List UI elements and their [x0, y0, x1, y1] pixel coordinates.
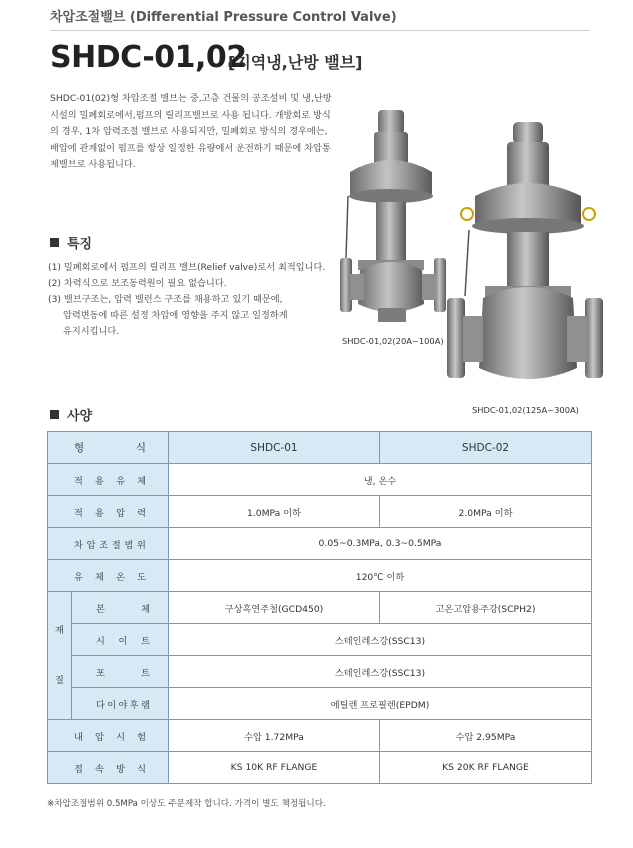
page-title: SHDC-01,02: [50, 40, 247, 75]
table-row: [48, 592, 592, 624]
conn-label: 접 속 방 식: [48, 752, 169, 784]
seat-value: 스테인레스강(SSC13): [169, 624, 592, 656]
diaphragm-label: 다 이 야 후 램: [72, 688, 169, 720]
feature-item: (3) 밸브구조는, 압력 밸런스 구조를 채용하고 있기 때문에,: [48, 294, 283, 305]
spec-table: [47, 431, 592, 784]
diaphragm-value: 에틸렌 프로필렌(EPDM): [169, 688, 592, 720]
header-divider: [50, 30, 590, 31]
range-label: 차 압 조 절 범 위: [48, 528, 169, 560]
valve-large-image: [445, 120, 605, 400]
table-row: [48, 560, 592, 592]
spec-heading: [50, 405, 92, 424]
test-value-02: 수압 2.95MPa: [380, 720, 592, 752]
table-row: [48, 528, 592, 560]
bullet-square-icon: [50, 410, 59, 419]
body-value-02: 고온고압용주강(SCPH2): [380, 592, 592, 624]
pressure-label: 적 용 압 력: [48, 496, 169, 528]
footnote: ※차압조절범위 0.5MPa 이상도 주문제작 합니다. 가격이 별도 책정됩니다.: [47, 799, 326, 809]
bullet-square-icon: [50, 238, 59, 247]
conn-value-01: KS 10K RF FLANGE: [169, 752, 380, 784]
col-shdc02-header: SHDC-02: [380, 432, 592, 464]
table-row: [48, 688, 592, 720]
valve-small-image: [338, 108, 450, 334]
table-row: [48, 432, 592, 464]
col-shdc01-header: SHDC-01: [169, 432, 380, 464]
table-row: [48, 720, 592, 752]
test-label: 내 압 시 험: [48, 720, 169, 752]
table-row: [48, 752, 592, 784]
temp-label: 유 체 온 도: [48, 560, 169, 592]
type-label: 형 식: [48, 432, 169, 464]
conn-value-02: KS 20K RF FLANGE: [380, 752, 592, 784]
breadcrumb: 차압조절밸브 (Differential Pressure Control Valve): [50, 10, 397, 25]
range-value: 0.05~0.3MPa, 0.3~0.5MPa: [169, 528, 592, 560]
table-row: [48, 656, 592, 688]
fluid-value: 냉, 온수: [169, 464, 592, 496]
table-row: [48, 496, 592, 528]
feature-item: 압력변동에 따른 설정 차압에 영향을 주지 않고 일정하게: [63, 310, 288, 321]
port-label: 포 트: [72, 656, 169, 688]
fluid-label: 적 용 유 체: [48, 464, 169, 496]
material-label: 재 질: [48, 592, 72, 720]
pressure-value-02: 2.0MPa 이하: [380, 496, 592, 528]
port-value: 스테인레스강(SSC13): [169, 656, 592, 688]
table-row: [48, 464, 592, 496]
features-list: [48, 260, 338, 340]
seat-label: 시 이 트: [72, 624, 169, 656]
features-heading: [50, 233, 92, 252]
valve-small-caption: SHDC-01,02(20A~100A): [342, 336, 444, 346]
valve-large-caption: SHDC-01,02(125A~300A): [472, 405, 579, 415]
feature-item: (1) 밀폐회로에서 펌프의 릴리프 밸브(Relief valve)로서 최적입니다.: [48, 262, 326, 273]
pressure-value-01: 1.0MPa 이하: [169, 496, 380, 528]
test-value-01: 수압 1.72MPa: [169, 720, 380, 752]
intro-paragraph: SHDC-01(02)형 차압조절 밸브는 중,고층 건물의 공조설비 및 냉,난방 시설의 밀폐회로에서,펌프의 릴리프밸브로 사용 됩니다. 개방회로 방식의 경우, 1차 압력조절 밸브로 사용되지만, 밀폐회로 방식의 경우에는, 배압에 관계없이 펌프를 항상 일정한 유량에서 운전하기 때문에 차압통제밸브로 사용됩니다.: [50, 93, 332, 170]
temp-value: 120℃ 이하: [169, 560, 592, 592]
features-heading-text: 특징: [67, 237, 93, 252]
feature-item: 유지시킵니다.: [63, 326, 120, 337]
spec-heading-text: 사양: [67, 409, 93, 424]
page-subtitle: [지역냉,난방 밸브]: [228, 53, 363, 72]
body-label: 본 체: [72, 592, 169, 624]
feature-item: (2) 차력식으로 보조동력원이 필요 없습니다.: [48, 278, 227, 289]
table-row: [48, 624, 592, 656]
body-value-01: 구상흑연주철(GCD450): [169, 592, 380, 624]
